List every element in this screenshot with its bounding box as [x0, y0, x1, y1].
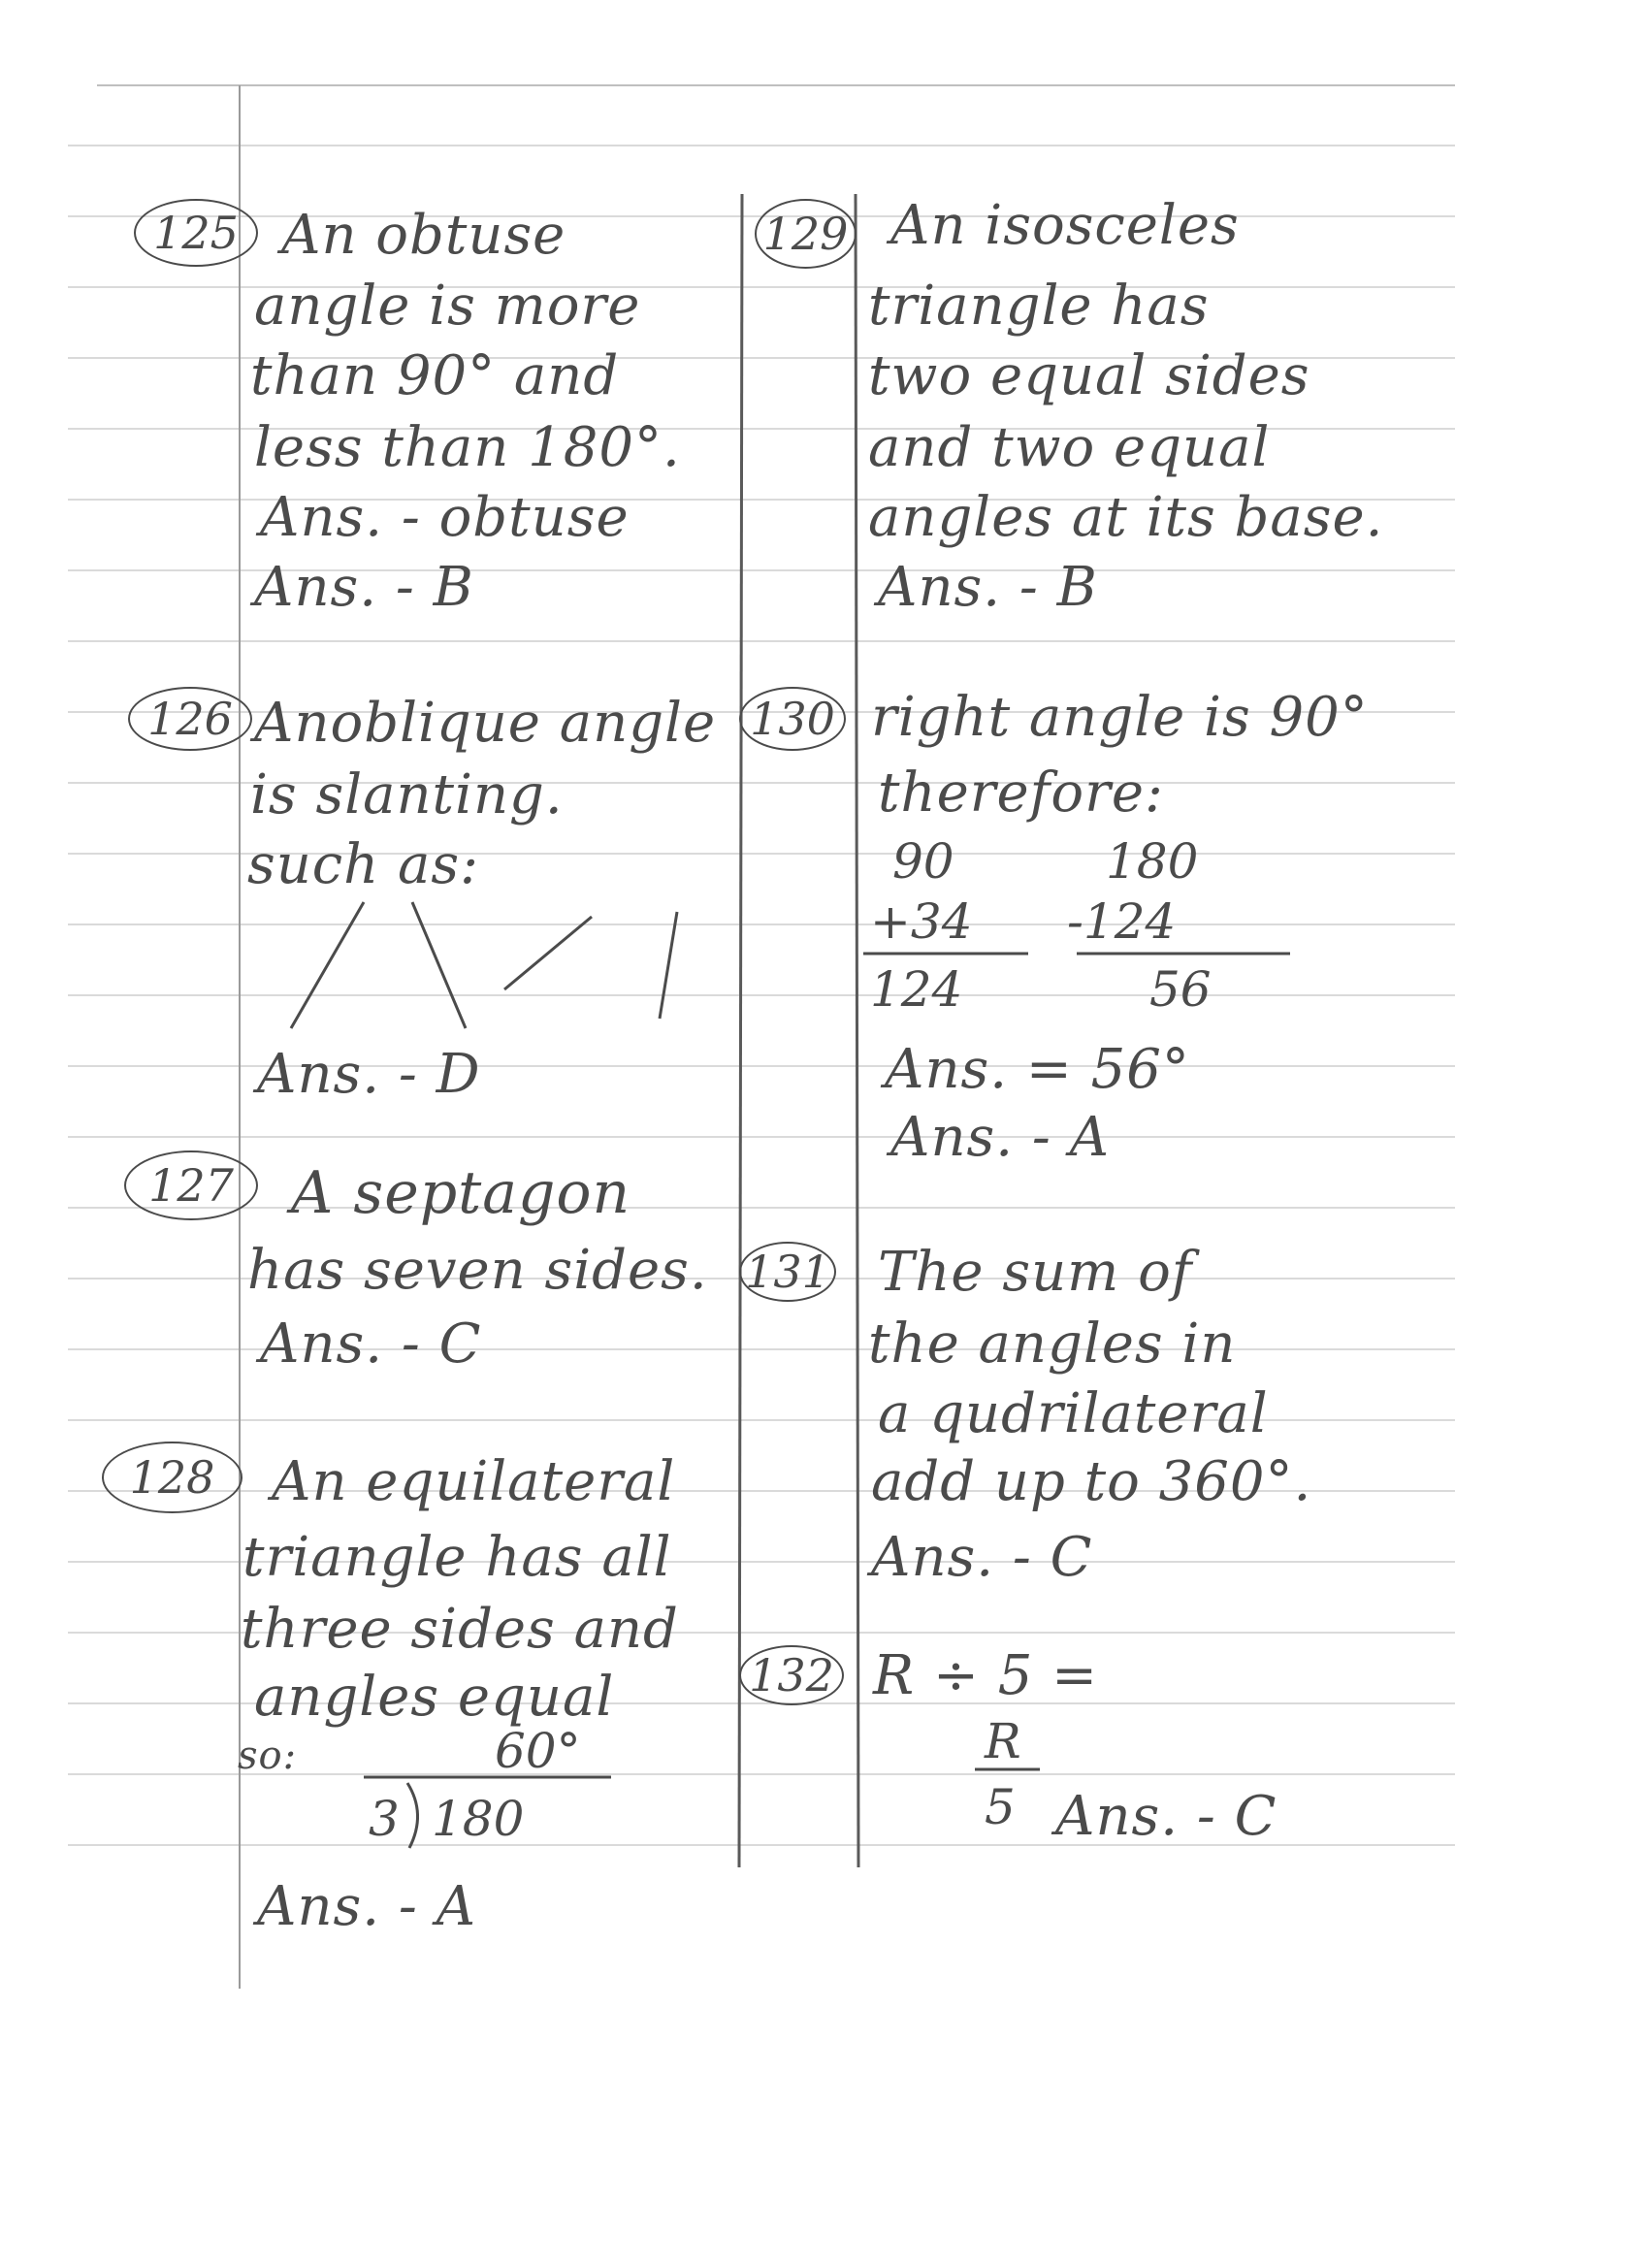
fraction-132 — [970, 1709, 1048, 1845]
problem-127-number: 127 — [124, 1150, 258, 1220]
problem-129-line-4: and two equal — [868, 416, 1271, 479]
problem-131-line-1: The sum of — [878, 1241, 1193, 1304]
sum-130-b: +34 — [870, 893, 973, 950]
difference-130-b: -124 — [1067, 893, 1177, 950]
difference-130-a: 180 — [1106, 833, 1199, 890]
problem-127-line-3: Ans. - C — [260, 1312, 482, 1376]
problem-126-line-1: Anoblique angle — [254, 692, 717, 755]
problem-132-line-1: R ÷ 5 = — [873, 1644, 1099, 1707]
oblique-line-1 — [291, 902, 364, 1028]
problem-129-line-6: Ans. - B — [878, 556, 1098, 619]
oblique-line-3 — [504, 917, 592, 989]
arithmetic-130 — [858, 829, 1305, 1023]
division-128-divisor: 3 — [369, 1791, 400, 1847]
difference-130-result: 56 — [1149, 961, 1212, 1018]
problem-130-line-4: Ans. - A — [890, 1106, 1111, 1169]
oblique-lines-figure — [272, 892, 718, 1038]
problem-130-number: 130 — [739, 687, 846, 751]
problem-132-number: 132 — [739, 1645, 844, 1705]
problem-125-line-6: Ans. - B — [254, 556, 474, 619]
division-128-bracket — [407, 1783, 418, 1848]
problem-132-line-2: Ans. - C — [1055, 1785, 1277, 1848]
problem-125-line-2: angle is more — [254, 275, 641, 338]
problem-130-line-2: therefore: — [878, 761, 1164, 825]
problem-125-line-5: Ans. - obtuse — [260, 486, 630, 549]
problem-126-line-2: is slanting. — [250, 763, 564, 826]
division-128-quotient: 60° — [495, 1727, 581, 1779]
problem-131-number: 131 — [739, 1242, 836, 1302]
problem-129-line-5: angles at its base. — [868, 486, 1384, 549]
problem-126-line-4: Ans. - D — [257, 1043, 481, 1106]
problem-129-line-3: two equal sides — [868, 344, 1310, 407]
problem-125-number: 125 — [134, 199, 258, 267]
sum-130-a: 90 — [892, 833, 954, 890]
problem-131-line-2: the angles in — [868, 1312, 1237, 1376]
problem-131-line-3: a qudrilateral — [878, 1382, 1269, 1445]
problem-125-line-1: An obtuse — [281, 204, 566, 267]
problem-125-line-4: less than 180°. — [254, 416, 681, 479]
problem-126-line-3: such as: — [247, 833, 480, 896]
oblique-line-2 — [412, 902, 466, 1028]
problem-128-line-5: so: — [238, 1733, 298, 1778]
problem-128-line-2: triangle has all — [242, 1526, 672, 1589]
problem-128-line-6: Ans. - A — [257, 1875, 477, 1938]
division-128 — [349, 1727, 621, 1863]
problem-128-line-4: angles equal — [254, 1666, 615, 1729]
sum-130-result: 124 — [870, 961, 963, 1018]
problem-127-line-2: has seven sides. — [247, 1239, 708, 1302]
problem-126-number: 126 — [128, 687, 252, 751]
problem-125-line-3: than 90° and — [250, 344, 620, 407]
fraction-132-numerator: R — [985, 1713, 1021, 1769]
problem-130-line-3: Ans. = 56° — [885, 1038, 1190, 1101]
oblique-line-4 — [660, 912, 677, 1019]
division-128-dividend: 180 — [432, 1791, 525, 1847]
fraction-132-denominator: 5 — [985, 1779, 1016, 1835]
problem-129-line-1: An isosceles — [890, 194, 1240, 257]
center-divider-line — [739, 194, 742, 1867]
problem-131-line-5: Ans. - C — [871, 1526, 1093, 1589]
problem-127-line-1: A septagon — [291, 1159, 631, 1227]
problem-130-line-1: right angle is 90° — [871, 686, 1369, 749]
problem-129-line-2: triangle has — [868, 275, 1210, 338]
answer-column-line — [856, 194, 858, 1867]
problem-128-line-1: An equilateral — [272, 1450, 676, 1513]
problem-128-number: 128 — [102, 1442, 242, 1513]
problem-129-number: 129 — [755, 199, 857, 269]
problem-131-line-4: add up to 360°. — [871, 1450, 1312, 1513]
problem-128-line-3: three sides and — [241, 1598, 679, 1661]
